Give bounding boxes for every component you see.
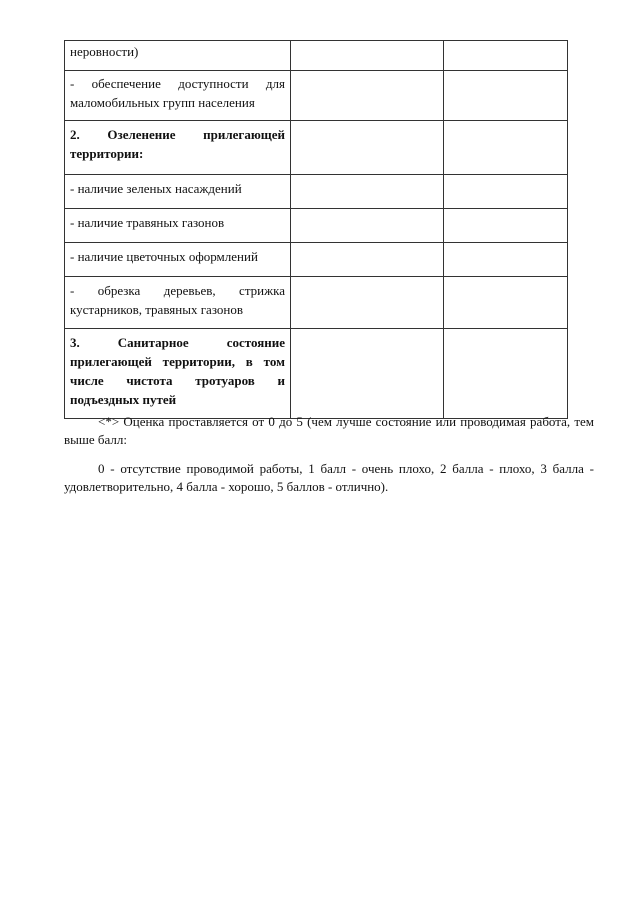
comment-cell (444, 71, 568, 121)
score-scale-paragraph: 0 - отсутствие проводимой работы, 1 балл - очень плохо, 2 балла - плохо, 3 балла - удовлетворительно, 4 балла - хорошо, 5 баллов - отлично). (64, 461, 594, 494)
table-row-section (65, 329, 568, 419)
table-row (65, 41, 568, 71)
criterion-cell: - наличие цветочных оформлений (65, 243, 291, 277)
table-row (65, 243, 568, 277)
score-cell (291, 71, 444, 121)
section-heading-cell: 3. Санитарное состояние прилегающей территории, в том числе чистота тротуаров и подъездных путей (65, 329, 291, 419)
section-heading-cell: 2. Озеленение прилегающей территории: (65, 121, 291, 175)
score-cell (291, 329, 444, 419)
footnote-paragraph: <*> Оценка проставляется от 0 до 5 (чем лучше состояние или проводимая работа, тем выше балл: (64, 414, 594, 447)
criterion-cell: неровности) (65, 41, 291, 71)
table-row (65, 209, 568, 243)
criterion-cell: - наличие зеленых насаждений (65, 175, 291, 209)
evaluation-table (64, 40, 568, 419)
table-row (65, 175, 568, 209)
comment-cell (444, 277, 568, 329)
table-row (65, 71, 568, 121)
table-row-section (65, 121, 568, 175)
comment-cell (444, 243, 568, 277)
comment-cell (444, 209, 568, 243)
comment-cell (444, 41, 568, 71)
criterion-cell: - обрезка деревьев, стрижка кустарников, травяных газонов (65, 277, 291, 329)
criterion-cell: - обеспечение доступности для маломобильных групп населения (65, 71, 291, 121)
score-cell (291, 175, 444, 209)
comment-cell (444, 121, 568, 175)
score-cell (291, 243, 444, 277)
comment-cell (444, 329, 568, 419)
score-cell (291, 41, 444, 71)
criterion-cell: - наличие травяных газонов (65, 209, 291, 243)
score-cell (291, 121, 444, 175)
table-row (65, 277, 568, 329)
score-cell (291, 209, 444, 243)
comment-cell (444, 175, 568, 209)
score-cell (291, 277, 444, 329)
